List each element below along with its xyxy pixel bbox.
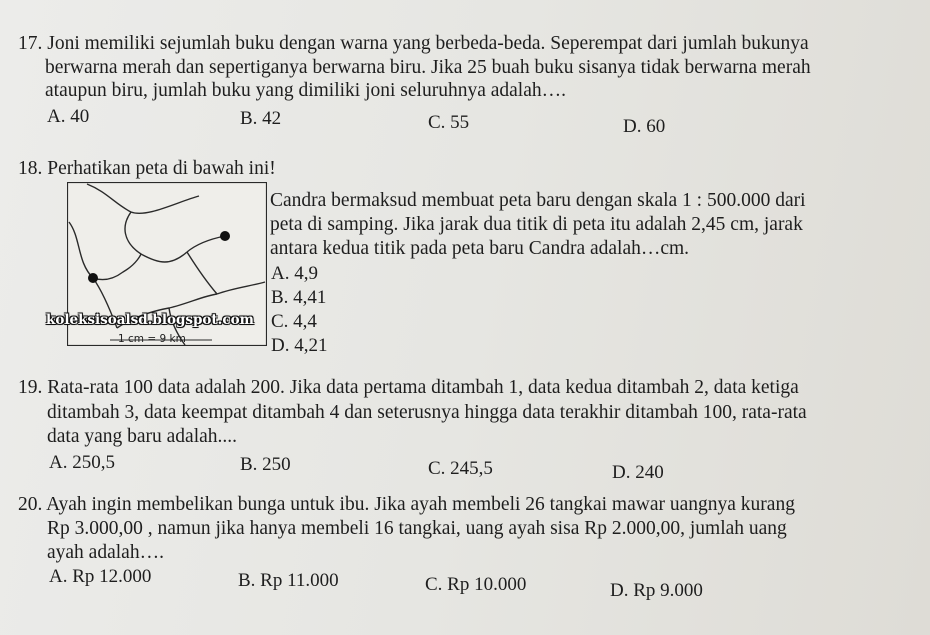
q18-option-a[interactable]: A. 4,9 xyxy=(271,263,318,284)
q19-option-a[interactable]: A. 250,5 xyxy=(49,452,115,473)
q19-option-b[interactable]: B. 250 xyxy=(240,454,291,475)
road-east xyxy=(217,282,265,294)
q17-option-b[interactable]: B. 42 xyxy=(240,108,282,129)
q17-text-line3: ataupun biru, jumlah buku yang dimiliki joni seluruhnya adalah…. xyxy=(45,80,566,101)
road-west xyxy=(69,222,93,278)
map-point-west xyxy=(88,273,98,283)
map-watermark: koleksisoalsd.blogspot.com xyxy=(46,312,254,328)
q18-text-line3: antara kedua titik pada peta baru Candra adalah…cm. xyxy=(270,238,690,259)
q20-text-line3: ayah adalah…. xyxy=(47,542,164,563)
q20-text-line1: 20. Ayah ingin membelikan bunga untuk ibu. Jika ayah membeli 26 tangkai mawar uangnya kurang xyxy=(18,494,795,515)
q20-option-c[interactable]: C. Rp 10.000 xyxy=(425,574,527,595)
q18-text-line1: Candra bermaksud membuat peta baru dengan skala 1 : 500.000 dari xyxy=(270,190,806,211)
q18-option-c[interactable]: C. 4,4 xyxy=(271,311,317,332)
q17-option-d[interactable]: D. 60 xyxy=(623,116,666,137)
road-to-east-point xyxy=(187,236,225,252)
q20-option-d[interactable]: D. Rp 9.000 xyxy=(610,580,703,601)
q17-text-line1: 17. Joni memiliki sejumlah buku dengan warna yang berbeda-beda. Seperempat dari jumlah bukunya xyxy=(18,33,809,54)
q18-title: 18. Perhatikan peta di bawah ini! xyxy=(18,158,276,179)
road-link xyxy=(187,252,217,294)
q18-option-b[interactable]: B. 4,41 xyxy=(271,287,327,308)
q20-text-line2: Rp 3.000,00 , namun jika hanya membeli 16 tangkai, uang ayah sisa Rp 2.000,00, jumlah uang xyxy=(47,518,787,539)
q19-text-line1: 19. Rata-rata 100 data adalah 200. Jika data pertama ditambah 1, data kedua ditambah 2, data ketiga xyxy=(18,377,799,398)
q18-text-line2: peta di samping. Jika jarak dua titik di peta itu adalah 2,45 cm, jarak xyxy=(270,214,803,235)
q17-option-c[interactable]: C. 55 xyxy=(428,112,470,133)
road-top xyxy=(87,184,199,213)
q19-text-line3: data yang baru adalah.... xyxy=(47,426,238,447)
road-southwest xyxy=(93,254,141,280)
q20-option-b[interactable]: B. Rp 11.000 xyxy=(238,570,339,591)
map-scale-label: 1 cm = 9 km xyxy=(118,333,186,345)
q19-text-line2: ditambah 3, data keempat ditambah 4 dan seterusnya hingga data terakhir ditambah 100, rata-rata xyxy=(47,402,807,423)
q19-option-d[interactable]: D. 240 xyxy=(612,462,664,483)
road-center xyxy=(125,212,187,262)
q18-option-d[interactable]: D. 4,21 xyxy=(271,335,328,356)
q17-text-line2: berwarna merah dan sepertiganya berwarna biru. Jika 25 buah buku sisanya tidak berwarna merah xyxy=(45,57,811,78)
q20-option-a[interactable]: A. Rp 12.000 xyxy=(49,566,152,587)
map-point-east xyxy=(220,231,230,241)
q17-option-a[interactable]: A. 40 xyxy=(47,106,90,127)
q19-option-c[interactable]: C. 245,5 xyxy=(428,458,493,479)
